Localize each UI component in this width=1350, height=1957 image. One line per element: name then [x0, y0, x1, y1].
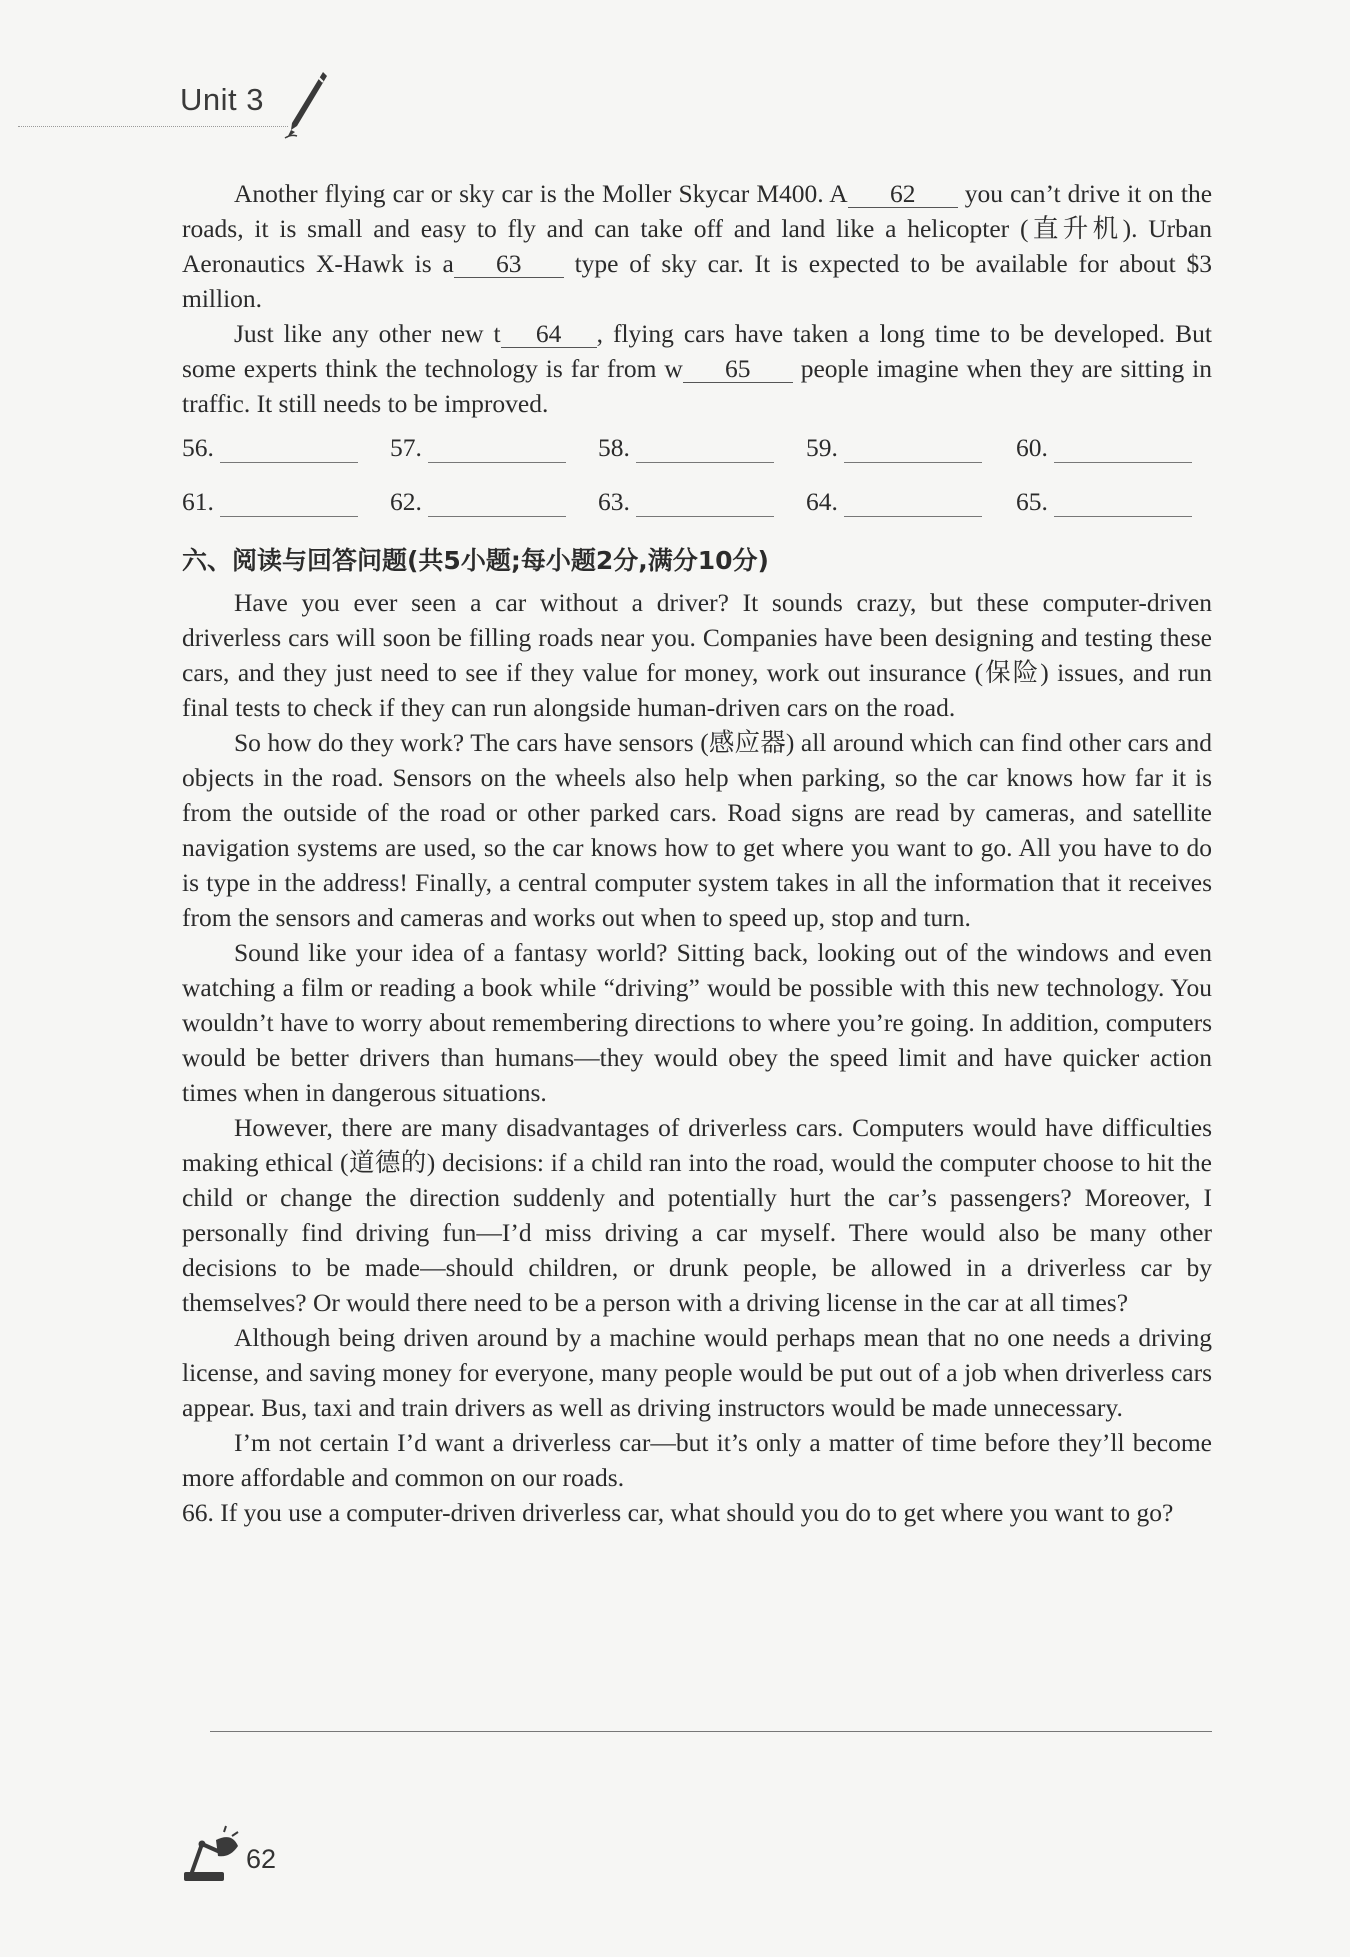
blank-63: 63 — [454, 251, 564, 278]
reading-paragraph-1: Have you ever seen a car without a driver? It sounds crazy, but these computer-driven driverless cars will soon be filling roads near you. Companies have been designing and testing these cars, and they just need to see if they value for money, work out insurance (保险) issues, and run final tests to check if they can run alongside human-driven cars on the road. — [182, 588, 1212, 722]
header-divider — [18, 126, 288, 127]
desk-lamp-icon — [180, 1822, 242, 1884]
blank-64: 64 — [501, 321, 597, 348]
pen-icon — [283, 68, 331, 140]
reading-paragraph-5: Although being driven around by a machine would perhaps mean that no one needs a driving license, and saving money for everyone, many people would be put out of a job when driverless cars appear. Bus, taxi and train drivers as well as driving instructors would be made unnecessary. — [182, 1323, 1212, 1422]
answer-slot[interactable]: 57. — [390, 433, 566, 463]
cloze-paragraph-1: Another flying car or sky car is the Moller Skycar M400. A 62 you can’t drive it on the roads, it is small and easy to fly and can take off and land like a helicopter (直升机). Urban Aeronautics X-Hawk is a 63 type of sky car. It is expected to be available for about $3 million. — [182, 179, 1213, 313]
answer-slot[interactable]: 64. — [806, 487, 982, 517]
answer-slot[interactable]: 58. — [598, 433, 774, 463]
reading-paragraph-4: However, there are many disadvantages of driverless cars. Computers would have difficulties making ethical (道德的) decisions: if a child ran into the road, would the computer choose to hit the child or change the direction suddenly and potentially hurt the car’s passengers? Moreover, I personally find driving fun—I’d miss driving a car myself. There would also be many other decisions to be made—should children, or drunk people, be allowed in a driverless car by themselves? Or would there need to be a person with a driving license in the car at all times? — [182, 1113, 1212, 1317]
section-heading: 六、阅读与回答问题(共5小题;每小题2分,满分10分) — [182, 546, 769, 575]
answer-slot[interactable]: 61. — [182, 487, 358, 517]
answer-slot[interactable]: 60. — [1016, 433, 1192, 463]
unit-title: Unit 3 — [180, 82, 264, 117]
blank-65: 65 — [683, 356, 793, 383]
reading-paragraph-2: So how do they work? The cars have sensors (感应器) all around which can find other cars and objects in the road. Sensors on the wheels also help when parking, so the car knows how far it is from the outside of the road or other parked cars. Road signs are read by cameras, and satellite navigation systems are used, so the car knows how to get where you want to go. All you have to do is type in the address! Finally, a central computer system takes in all the information that it receives from the sensors and cameras and works out when to speed up, stop and turn. — [182, 728, 1212, 932]
page-number: 62 — [246, 1844, 277, 1874]
answer-line-66[interactable] — [210, 1731, 1212, 1732]
question-66: 66. If you use a computer-driven driverless car, what should you do to get where you want to go? — [182, 1498, 1174, 1527]
answer-row-1 — [182, 427, 1212, 475]
answer-slot[interactable]: 63. — [598, 487, 774, 517]
page-content — [182, 176, 1212, 1530]
answer-row-2 — [182, 481, 1212, 529]
cloze-paragraph-2: Just like any other new t 64 , flying cars have taken a long time to be developed. But some experts think the technology is far from w 65 people imagine when they are sitting in traffic. It still needs to be improved. — [182, 319, 1213, 418]
answer-slot[interactable]: 62. — [390, 487, 566, 517]
answer-slot[interactable]: 56. — [182, 433, 358, 463]
answer-slot[interactable]: 59. — [806, 433, 982, 463]
answer-slot[interactable]: 65. — [1016, 487, 1192, 517]
reading-paragraph-3: Sound like your idea of a fantasy world? Sitting back, looking out of the windows and even watching a film or reading a book while “driving” would be possible with this new technology. You wouldn’t have to worry about remembering directions to where you’re going. In addition, computers would be better drivers than humans—they would obey the speed limit and have quicker action times when in dangerous situations. — [182, 938, 1212, 1107]
reading-paragraph-6: I’m not certain I’d want a driverless car—but it’s only a matter of time before they’ll become more affordable and common on our roads. — [182, 1428, 1212, 1492]
blank-62: 62 — [848, 181, 958, 208]
